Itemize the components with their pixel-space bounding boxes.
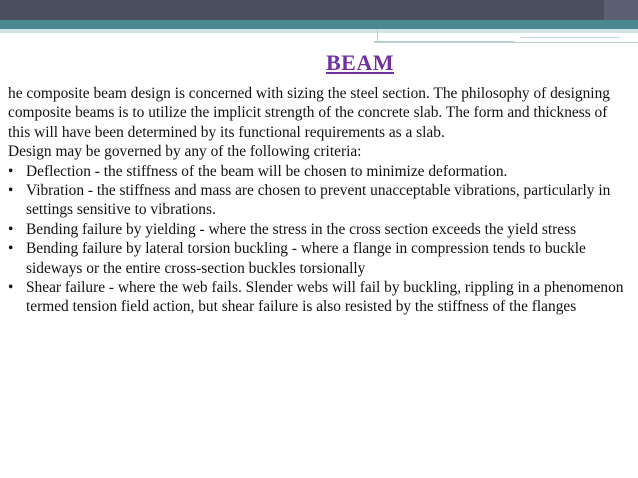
bullet-icon: • — [8, 240, 14, 258]
bullet-icon: • — [8, 162, 14, 180]
slide-body — [8, 84, 632, 317]
list-item — [8, 162, 632, 181]
criteria-intro: Design may be governed by any of the following criteria: — [8, 143, 362, 161]
list-item — [8, 220, 632, 239]
header-teal-band — [0, 20, 638, 29]
list-item-text: Vibration - the stiffness and mass are chosen to prevent unacceptable vibrations, particularly in settings sensitive to vibrations. — [26, 182, 611, 219]
bullet-icon: • — [8, 279, 14, 297]
header-dark-band — [0, 0, 638, 20]
list-item — [8, 278, 632, 317]
bullet-icon: • — [8, 220, 14, 238]
header-decorative-line-thin — [520, 37, 620, 38]
list-item-text: Bending failure by lateral torsion buckling - where a flange in compression tends to buckle sideways or the entire cross-section buckles torsionally — [26, 240, 586, 277]
bullet-icon: • — [8, 182, 14, 200]
header-decorative-line — [374, 41, 514, 43]
list-item — [8, 239, 632, 278]
list-item-text: Bending failure by yielding - where the stress in the cross section exceeds the yield stress — [26, 220, 577, 238]
slide-title: BEAM — [326, 50, 394, 75]
criteria-list — [8, 162, 632, 317]
intro-paragraph: he composite beam design is concerned with sizing the steel section. The philosophy of designing composite beams is to utilize the implicit strength of the concrete slab. The form and thickness of this will have been determined by its functional requirements as a slab. — [8, 85, 610, 141]
list-item — [8, 181, 632, 220]
slide-title-container — [0, 50, 638, 76]
list-item-text: Shear failure - where the web fails. Slender webs will fail by buckling, rippling in a phenomenon termed tension field action, but shear failure is also resisted by the stiffness of the flanges — [26, 279, 624, 316]
list-item-text: Deflection - the stiffness of the beam will be chosen to minimize deformation. — [26, 162, 508, 180]
header-accent-block — [604, 0, 638, 20]
